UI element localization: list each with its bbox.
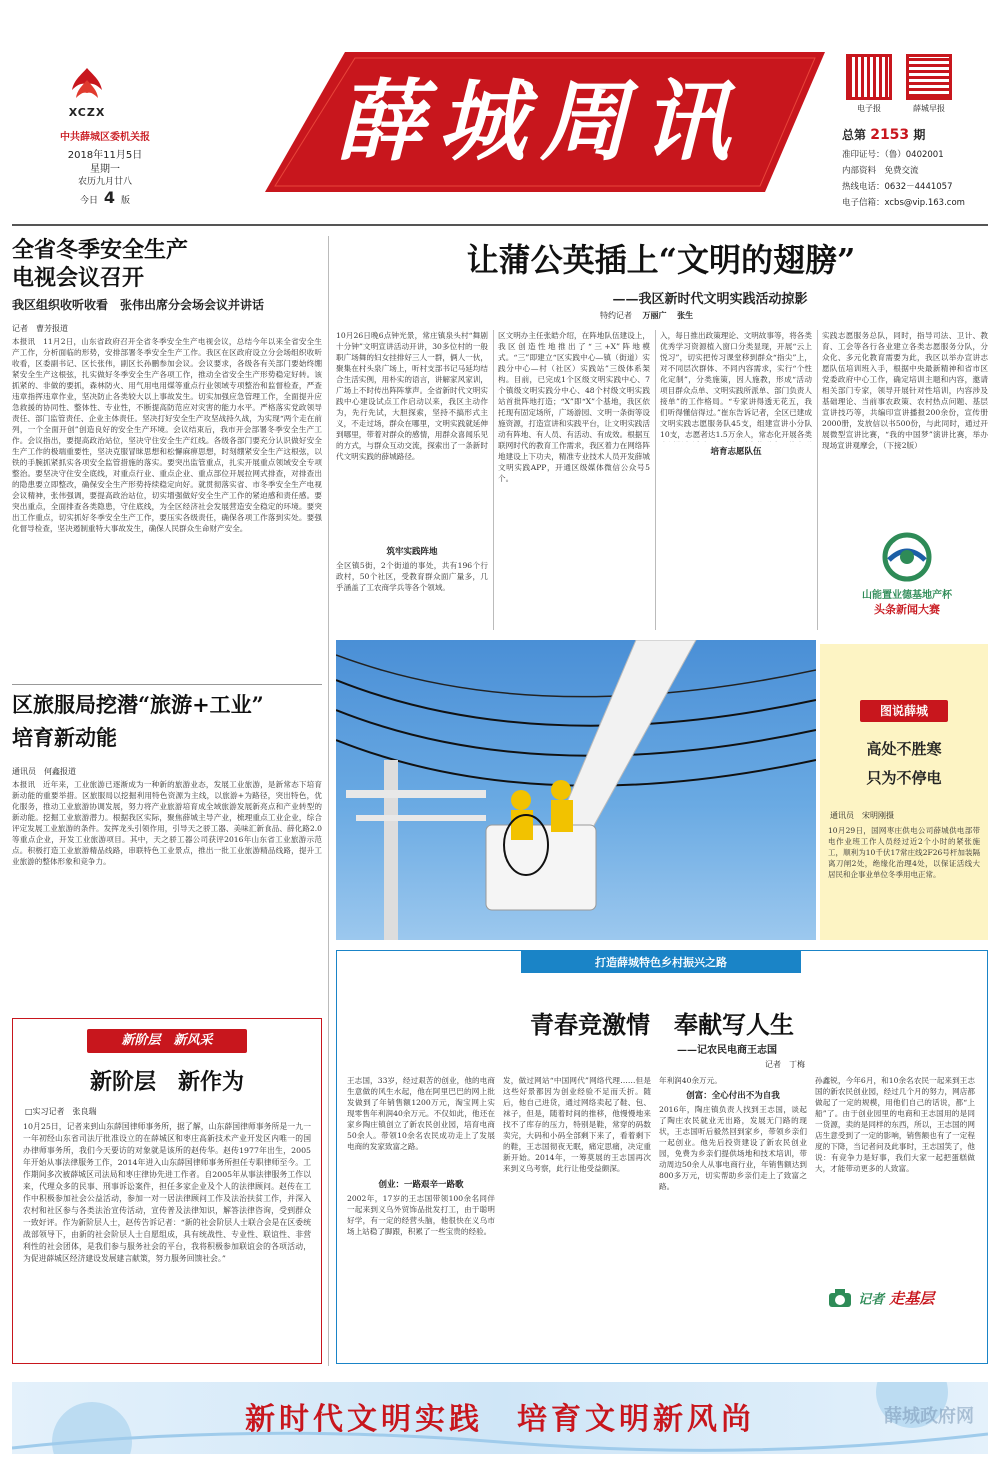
- feature-tag-prefix: 记者: [858, 1292, 885, 1308]
- article-newclass-headline: 新阶层 新作为: [89, 1069, 244, 1095]
- lead-col-3: [660, 330, 812, 630]
- feature-col-2-text: 发，做过网站“中国网代”网络代理……但是这些好景都因为创业经验不足而夭折。随后，他自己进货，通过网络卖起了鞋、包、袜子，但是，随着时间的推移，他慢慢地来找不了库存的压力，特别是鞋，常穿的码数卖完，大码和小码全部剩下来了，看着剩下的鞋，王志国彻夜无眠，痛定思痛，决定重新开始。2014年，一筹莫展的王志国再次来到义乌考察，此行让他受益颇深。: [503, 1076, 651, 1173]
- feature-tag-main: 走基层: [889, 1289, 935, 1308]
- contest-ad-logo-icon: [877, 532, 937, 582]
- feature-col-4-text: 孙鑫锐，今年6月，和10余名农民一起来到王志国的新农民创业园，经过几个月的努力，网店都做起了一定的规模，用他们自己的话说，都“上船”了。由于创业园里的电商和王志国用的是同一货源，卖的是同样的东西，所以，王志国的网店生意受到了一定的影响，销售额也有了一定程度的下降，当记者问及此事时，王志国笑了，他说：有竞争力是好事，我们大家一起把蛋糕做大，才能带动更多的人致富。: [815, 1076, 975, 1173]
- lead-byline-1: 万丽广: [642, 311, 667, 320]
- article-safety-subhead: 我区组织收听收看 张伟出席分会场会议并讲话: [12, 298, 265, 312]
- feature-col-4: [815, 1075, 975, 1275]
- article-safety-byline: 记者 曹芳报道: [12, 324, 68, 333]
- weekday: 星期一: [90, 164, 120, 175]
- feature-byline: 记者 丁梅: [765, 1060, 805, 1069]
- lead-byline: [600, 310, 693, 321]
- contest-ad: [832, 532, 982, 632]
- issue-number: [842, 126, 925, 143]
- feature-box: [336, 950, 988, 1364]
- masthead-title-block: [265, 52, 825, 192]
- left-divider-1: [12, 684, 322, 685]
- qr1-label: 电子报: [857, 104, 881, 113]
- logo: [62, 66, 112, 118]
- feature-sub-3: 创富：全心付出不为自我: [686, 1091, 780, 1101]
- photo-power-line-icon: [336, 640, 816, 940]
- lead-rule-1: [493, 330, 494, 630]
- photo-caption-text: 10月29日，国网枣庄供电公司薛城供电部带电作业班工作人员经过近2个小时的紧张施工，顺利为10千伏17常庄线2F26号杆加装隔离刀闸2处，绝缘化治理4处，以保证活线大居民和企事业单位冬季用电正常。: [828, 826, 980, 879]
- feature-subhead: ——记农民电商王志国: [677, 1045, 777, 1056]
- lead-col-1: [336, 330, 488, 630]
- pages-suffix: 版: [120, 196, 130, 206]
- pages-count: 4: [103, 188, 116, 207]
- article-tourism: [12, 690, 322, 1010]
- logo-emblem-icon: [62, 66, 112, 102]
- masthead-divider: [12, 224, 988, 226]
- hotline: 热线电话：0632－4441057: [842, 182, 953, 192]
- qr-code-2: [906, 54, 952, 100]
- lead-col-2-text: 区文明办主任张皓介绍，在阵地队伍建设上，我区创造性地推出了“三+X”阵地模式。“三”即建立“区实践中心—镇（街道）实践分中心—村（社区）实践站”三级体系架构。目前，已完成1个区级文明实践中心、7个镇级文明实践分中心、48个村级文明实践站首批阵地打造；“X”即“X”个基地，我区依托现有固定场所，广场游园、文明一条街等设施资源，打造宣讲和实践平台，让文明实践活动有阵地、有人员、有活动、有成效。根据互联网时代的教育工作需求，我区着力在网络阵地建设上下功夫，精准专业技术人员开发薛城文明实践APP，开通区级媒体微信公众号5个。: [498, 331, 650, 483]
- photo-caption-tag-text: 图说薛城: [879, 704, 928, 718]
- lead-col-4-text: 实践志愿服务总队，同时，指导司法、卫计、教育、工会等各行各业建立各类志愿服务分队，分众化、多元化教育需要为此，我区以举办宣讲志愿队伍培训班入手，根据中央最新精神和省市区党委政府中心工作，确定培训主题和内容，邀请相关部门专家，领导开展针对性培训，内容涉及基础理论、当前事农政策、农村热点问题、基层宣讲技巧等，共编印宣讲播报200余份，宣传册2000册，发放信以书500份，与此同时，通过开展微型宣讲比赛，“我的中国梦”演讲比赛，举办现场宣讲观摩会，（下接2版）: [822, 331, 988, 450]
- lead-col-2: [498, 330, 650, 630]
- masthead-title: 薛城周讯: [335, 69, 744, 173]
- contest-ad-line-2: 头条新闻大赛: [874, 603, 940, 616]
- lead-sub-1: 筑牢实践阵地: [386, 547, 438, 557]
- article-newclass-banner-text: 新阶层 新风采: [121, 1033, 213, 1048]
- lead-byline-label: 特约记者: [600, 311, 632, 320]
- internal-note: 内部资料 免费交流: [842, 166, 919, 176]
- photo-caption-tag: [860, 700, 948, 722]
- article-safety: [12, 236, 322, 676]
- feature-banner: [521, 951, 801, 973]
- footer-banner: [12, 1382, 988, 1454]
- feature-tag: [827, 1287, 967, 1321]
- lead-col-3b-text: [660, 460, 812, 630]
- lead-subhead: ——我区新时代文明实践活动掠影: [612, 292, 808, 307]
- feature-col-3b-text: 2016年，陶庄镇负责人找到王志国，谈起了陶庄农民就业无出路，发展无门路的现状，王志国听后毅然回到家乡，带领乡亲们一起创业。他先后投资建设了新农民创业园，免费为乡亲们提供场地和技术培训，带动周边50余人从事电商行业，年销售额达到800多万元，切实帮助乡亲们走上了致富之路。: [659, 1105, 807, 1191]
- email: 电子信箱：xcbs@vip.163.com: [842, 198, 965, 208]
- feature-col-3-text: 年利润40余万元。: [659, 1076, 722, 1085]
- lead-col-1-text: 10月26日晚6点钟光景，常庄镇泉头村“舞剧十分钟”文明宣讲活动开讲，30多位村的一般职广场舞的妇女挂排好三人一群，俩人一伙，聚集在村头泉广场上，听村支部书记马延均结合生活实例，用朴实的语言，讲解家风家训，广场上不时传出阵阵掌声。全省新时代文明实践中心建设试点工作启动以来，我区主动作为，先行先试，大胆探索，坚持不搞形式主义，不走过场，群众在哪里，文明实践就延伸到哪里，带着对群众的感情，用群众喜闻乐见的方式，与群众互动交流，探索出了一条新时代文明实践的薛城路径。: [336, 331, 488, 461]
- article-tourism-byline: 通讯员 何鑫报道: [12, 767, 76, 776]
- article-tourism-headline-2: 培育新动能: [12, 725, 117, 750]
- photo-caption-title-2: 只为不停电: [866, 769, 942, 787]
- pages-today: [40, 188, 170, 207]
- license-no: 准印证号：（鲁）0402001: [842, 150, 944, 160]
- lead-byline-2: 张生: [677, 311, 694, 320]
- masthead: [0, 0, 1000, 225]
- main-column-rule: [328, 236, 329, 1366]
- qr-code-1: [846, 54, 892, 100]
- photo-caption-byline: 通讯员 宋明刚摄: [830, 811, 894, 820]
- photo-caption-title-1: 高处不胜寒: [866, 740, 942, 758]
- lead-col-3-text: 入，每日推出政策理论、文明故事等，将各类优秀学习资源植入窗口分类显现，开展“云上悦习”，切实把传习课堂移到群众“指尖”上，对不同层次群体、不同内容需求，实行“个性化定制”，分类施策，因人施教，形成“活动项目群众点单、文明实践所派单、部门负责人接单”的工作格局。“专家讲得透无花五，我们听得懂信得过。”崔东告诉记者，全区已建成文明实践志愿服务队45支，组建宣讲小分队10支，志愿者达1.5万余人，常态化开展各类: [660, 331, 812, 439]
- article-newclass-banner: [87, 1029, 247, 1053]
- lead-rule-3: [817, 330, 818, 630]
- logo-text: XCZX: [68, 106, 106, 119]
- lead-headline: 让蒲公英插上“文明的翅膀”: [466, 241, 856, 279]
- article-safety-headline-1: 全省冬季安全生产: [12, 237, 189, 263]
- lead-col-4: [822, 330, 988, 560]
- camera-icon: [827, 1287, 853, 1309]
- issue-suffix: 期: [913, 128, 926, 142]
- article-tourism-body: 本报讯 近年来，工业旅游已逐渐成为一种新的旅游业态，发展工业旅游，是新常态下培育新动能的重要举措。区旅服局以挖掘利用特色资源为主线，以旅游+为路径，突出特色，优化服务，推动工业旅游协调发展，努力将产业旅游培育成全域旅游发展新亮点和产业转型的新动能。挖掘工业旅游潜力。根据我区实际，聚焦薛城主导产业，梳理重点工业企业，综合评定发展工业旅游的条件。发挥龙头引领作用，引导天之骄工器、美味汇新食品、薛化路2.0等重点企业，开发工业旅游项目。其中，天之骄工器公司获评2016年山东省工业旅游示范点。积极打造工业旅游精品线路，串联特色工业景点，推出一批工业旅游精品线路，提升工业旅游的整体形象和竞争力。: [12, 780, 322, 866]
- article-newclass-byline: □实习记者 张良瑞: [25, 1107, 97, 1116]
- photo-caption-box: [820, 644, 988, 940]
- footer-watermark: 薛城政府网: [884, 1406, 974, 1427]
- feature-col-1-text: 王志国，33岁，经过艰苦的创业，他的电商生意做的风生水起，他在阿里巴巴的网上批发做到了年销售额1200万元，淘宝网上实现零售年利润40余万元。不仅如此，他还在家乡陶庄镇创立了新农民创业园，培育电商50余人。带领10余名农民成功走上了发展电商的发家致富之路。: [347, 1076, 495, 1151]
- feature-col-1: [347, 1075, 495, 1357]
- lead-sub-2: 培育志愿队伍: [710, 447, 762, 457]
- lunar-date: 农历九月廿八: [77, 177, 132, 187]
- feature-banner-text: 打造薛城特色乡村振兴之路: [595, 956, 727, 969]
- article-newclass-body: 10月25日，记者来到山东薛国律师事务所，据了解，山东薛国律师事务所是一九一一年初经山东省司法厅批准设立的在薛城区和枣庄高新技术产业开发区内唯一的国办律师事务所，我们今天要访的对象就是该所的赵传华。赵传1977年出生，2005年开始从事法律服务工作，2014年进入山东薛国律师事务所担任专职律师至今。工作期间多次被薛城区司法局和枣庄律协先进工作者。自2005年从事法律服务工作以来，代理众多的民事、刑事诉讼案件，担任多家企业及个人的法律顾问。赵传在工作中积极参加社会公益活动，参加一对一居法律顾问工作及法治扶贫工作，并深入农村和社区参与各类法治宣传活动，宣传普及法律知识，解答法律咨询，受到群众一致好评。作为新阶层人士，赵传告诉记者：“新的社会阶层人士联合会是在区委统战部领导下，由新的社会阶层人士自愿组成，具有统战性、专业性、联谊性、非营利性的社会团体，是我们参与服务社会的平台，我将积极参加联谊会的各项活动，为促进薛城区经济建设发展建言献策，努力服务回馈社会。”: [23, 1122, 311, 1263]
- feature-col-3: [659, 1075, 807, 1357]
- organ-name: 中共薛城区委机关报: [60, 132, 150, 143]
- feature-col-2: [503, 1075, 651, 1357]
- qr2-label: 薛城早报: [913, 104, 945, 113]
- photo-lineworkers: [336, 640, 816, 940]
- feature-col-1b-text: 2002年，17岁的王志国带领100余名同伴一起来到义乌外贸饰品批发打工，由于聪明好学，有一定的经营头脑，他很快在义乌市场上站稳了脚跟，积累了一些宝贵的经验。: [347, 1194, 495, 1236]
- issue-no: 2153: [870, 127, 910, 143]
- issue-prefix: 总第: [842, 128, 867, 142]
- contest-ad-line-1: 山能置业德基地产杯: [862, 590, 952, 601]
- lead-col-1b-text: 全区镇5街，2个街道的事处，共有196个行政村，50个社区，受教育群众面广量多，几乎涵盖了工农商学兵等各个领域。: [336, 561, 488, 592]
- issue-date: 2018年11月5日: [67, 150, 143, 161]
- footer-slogan: 新时代文明实践 培育文明新风尚: [245, 1402, 755, 1437]
- feature-sub-1: 创业：一路艰辛一路歌: [378, 1180, 464, 1190]
- pages-prefix: 今日: [80, 196, 99, 206]
- feature-headline: 青春竞激情 奉献写人生: [530, 1010, 794, 1039]
- lead-rule-2: [655, 330, 656, 630]
- article-newclass-box: [12, 1018, 322, 1364]
- article-safety-body: 本报讯 11月2日，山东省政府召开全省冬季安全生产电视会议，总结今年以来全省安全生产工作，分析面临的形势，安排部署冬季安全生产工作。我区在区政府设立分会场组织收听收看，区委副书记、区长张伟，副区长孙鹏参加会议。会议要求，各级各有关部门要始终绷紧安全生产这根弦，扎实做好冬季安全生产各项工作，推动全省安全生产形势稳定好转。该抓紧的、非做的要抓，森林防火、用气用电用煤等重点行业领域专项整治和监督检查，严查违章指挥违章作业，坚决防止各类较大以上事故发生。切实加强应急管理工作，全面提升应急救援的协同性、整体性、专业性，不断提高防范应对灾害的能力水平。严格落实党政领导责任、部门监管责任、企业主体责任。坚决打好安全生产攻坚战持久战，为实现“两个走在前列，一个全面开创”创造良好的安全生产环境。会议结束后，我市开会部署冬季安全生产工作。会议指出，要提高政治站位，坚决守住安全生产红线。各级各部门要充分认识做好安全生产工作的极端重要性，坚决克服冒昧思想和松懈麻痹思想，时刻绷紧安全生产这根弦，以铁的手腕抓紧抓实各项安全监管措施的落实。要突出监管重点，扎实开展重点领域安全专项整治。要坚决守住安全底线，对重点行业、重点企业、重点部位开展拉网式排查，对排查出的隐患要立即整改，确保安全生产形势持续稳定向好。就贯彻落实省、市冬季安全生产电视会议精神，张伟强调，要提高政治站位，切实增强做好安全生产工作的紧迫感和责任感。要突出重点，全面排查各类隐患，守住底线，为全区经济社会发展营造安全稳定的环境。要突出工作重点，切实抓好冬季安全生产工作，要压实各级责任，确保各项工作落到实处。要强化督导检查，坚决遏制重特大事故发生，确保人民群众生命财产安全。: [12, 337, 322, 533]
- article-safety-headline-2: 电视会议召开: [12, 265, 145, 291]
- article-tourism-headline-1: 区旅服局挖潜“旅游+工业”: [12, 692, 264, 717]
